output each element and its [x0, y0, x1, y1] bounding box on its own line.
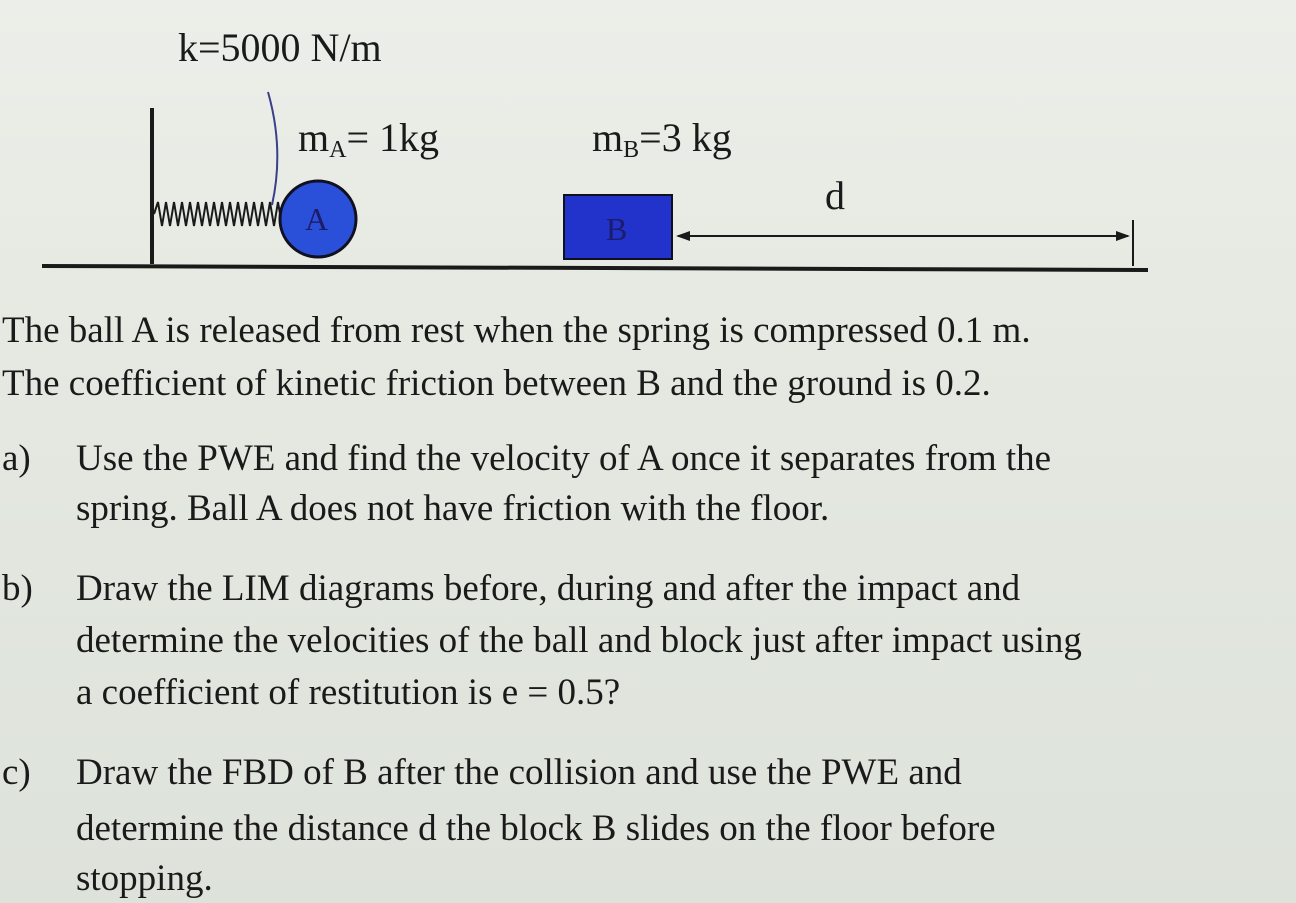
mass-b-label: [592, 115, 732, 163]
mass-b-subscript: B: [623, 137, 640, 163]
block-b-letter: B: [606, 211, 628, 247]
part-c-line-3: stopping.: [76, 858, 213, 899]
mass-b-symbol: m: [592, 115, 624, 160]
mass-a-label: [298, 115, 440, 163]
part-b-line-1: Draw the LIM diagrams before, during and after the impact and: [76, 568, 1021, 609]
mass-a-value: = 1kg: [346, 115, 440, 160]
part-c-marker: c): [2, 752, 31, 793]
part-b-marker: b): [2, 568, 33, 609]
intro-line-1: The ball A is released from rest when the spring is compressed 0.1 m.: [2, 310, 1031, 351]
mass-b-value: =3 kg: [639, 115, 732, 160]
spring-constant-label: k=5000 N/m: [178, 25, 382, 70]
part-c-line-1: Draw the FBD of B after the collision and use the PWE and: [76, 752, 962, 793]
distance-arrow-left-head: [676, 231, 690, 241]
part-a-marker: a): [2, 438, 31, 479]
pen-mark: [268, 92, 277, 205]
intro-line-2: The coefficient of kinetic friction between B and the ground is 0.2.: [2, 363, 991, 404]
ball-a-letter: A: [305, 201, 329, 237]
mass-a-subscript: A: [329, 137, 347, 163]
distance-label: d: [825, 173, 845, 218]
mass-a-symbol: m: [298, 115, 330, 160]
floor-line: [42, 266, 1148, 270]
part-a-line-2: spring. Ball A does not have friction with the floor.: [76, 488, 830, 529]
spring-coil: [154, 202, 300, 226]
spring-ball-block-diagram: [0, 0, 1296, 300]
part-b-line-3: a coefficient of restitution is e = 0.5?: [76, 672, 621, 713]
part-b-line-2: determine the velocities of the ball and block just after impact using: [76, 620, 1082, 661]
part-c-line-2: determine the distance d the block B slides on the floor before: [76, 808, 996, 849]
distance-arrow-right-head: [1116, 231, 1130, 241]
part-a-line-1: Use the PWE and find the velocity of A once it separates from the: [76, 438, 1052, 479]
